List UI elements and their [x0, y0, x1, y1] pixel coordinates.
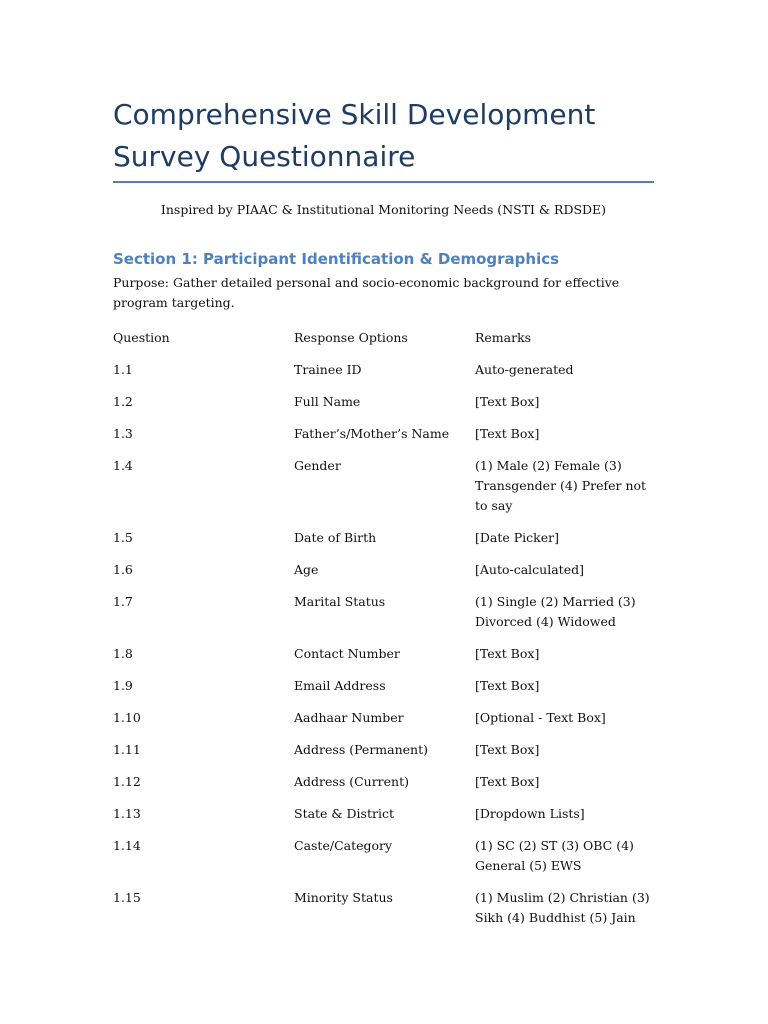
table-cell-question-number: 1.1 — [113, 362, 133, 377]
table-cell-question-number: 1.6 — [113, 562, 133, 577]
table-cell-remarks: [Text Box] — [475, 426, 540, 441]
table-cell-response-option: State & District — [294, 806, 394, 821]
table-cell-response-option: Email Address — [294, 678, 386, 693]
table-cell-response-option: Full Name — [294, 394, 361, 409]
table-cell-response-option: Gender — [294, 458, 341, 473]
column-header-remarks: Remarks — [475, 330, 532, 345]
table-cell-remarks: [Text Box] — [475, 394, 540, 409]
table-cell-question-number: 1.13 — [113, 806, 141, 821]
table-cell-question-number: 1.3 — [113, 426, 133, 441]
table-cell-question-number: 1.14 — [113, 838, 141, 853]
table-cell-response-option: Age — [294, 562, 319, 577]
table-row — [113, 888, 654, 928]
title-line-1: Comprehensive Skill Development — [113, 98, 596, 131]
table-cell-response-option: Caste/Category — [294, 838, 393, 853]
table-cell-remarks: [Text Box] — [475, 646, 540, 661]
table-cell-remarks: (1) Male (2) Female (3) Transgender (4) Prefer not to say — [475, 458, 647, 513]
table-cell-remarks: [Auto-calculated] — [475, 562, 584, 577]
table-cell-question-number: 1.2 — [113, 394, 133, 409]
table-row — [113, 772, 654, 792]
table-cell-remarks: Auto-generated — [475, 362, 574, 377]
table-row — [113, 676, 654, 696]
document-subtitle: Inspired by PIAAC & Institutional Monitoring Needs (NSTI & RDSDE) — [160, 202, 607, 217]
table-row — [113, 360, 654, 380]
table-cell-response-option: Trainee ID — [294, 362, 362, 377]
table-header-row — [113, 328, 654, 348]
table-row — [113, 424, 654, 444]
section-1-heading: Section 1: Participant Identification & Demographics — [113, 250, 560, 268]
table-row — [113, 560, 654, 580]
table-cell-question-number: 1.4 — [113, 458, 133, 473]
table-cell-response-option: Marital Status — [294, 594, 386, 609]
questions-table — [113, 328, 654, 928]
table-cell-question-number: 1.10 — [113, 710, 141, 725]
column-header-question: Question — [113, 330, 170, 345]
table-row — [113, 804, 654, 824]
table-row — [113, 456, 654, 516]
table-cell-question-number: 1.11 — [113, 742, 141, 757]
table-cell-question-number: 1.15 — [113, 890, 141, 905]
table-cell-response-option: Father’s/Mother’s Name — [294, 426, 450, 441]
table-row — [113, 528, 654, 548]
table-cell-remarks: [Date Picker] — [475, 530, 559, 545]
table-row — [113, 740, 654, 760]
document-title — [113, 94, 654, 178]
table-row — [113, 392, 654, 412]
table-cell-response-option: Address (Permanent) — [294, 742, 429, 757]
table-cell-remarks: (1) Single (2) Married (3) Divorced (4) Widowed — [475, 594, 636, 629]
section-1-purpose: Purpose: Gather detailed personal and socio-economic background for effective program targeting. — [113, 275, 620, 310]
table-cell-question-number: 1.12 — [113, 774, 141, 789]
table-cell-remarks: [Text Box] — [475, 678, 540, 693]
column-header-response-options: Response Options — [294, 330, 408, 345]
table-cell-response-option: Address (Current) — [294, 774, 409, 789]
title-line-2: Survey Questionnaire — [113, 140, 416, 173]
table-row — [113, 644, 654, 664]
table-row — [113, 592, 654, 632]
table-cell-response-option: Minority Status — [294, 890, 393, 905]
table-cell-remarks: [Text Box] — [475, 774, 540, 789]
table-cell-remarks: (1) SC (2) ST (3) OBC (4) General (5) EWS — [475, 838, 634, 873]
table-body — [113, 360, 654, 928]
table-row — [113, 836, 654, 876]
table-cell-question-number: 1.7 — [113, 594, 133, 609]
table-row — [113, 708, 654, 728]
table-cell-response-option: Contact Number — [294, 646, 400, 661]
table-cell-question-number: 1.9 — [113, 678, 133, 693]
table-cell-remarks: [Dropdown Lists] — [475, 806, 585, 821]
table-cell-remarks: [Text Box] — [475, 742, 540, 757]
table-cell-question-number: 1.8 — [113, 646, 133, 661]
table-cell-response-option: Date of Birth — [294, 530, 377, 545]
table-cell-remarks: (1) Muslim (2) Christian (3) Sikh (4) Buddhist (5) Jain — [475, 890, 650, 925]
table-cell-remarks: [Optional - Text Box] — [475, 710, 606, 725]
table-cell-question-number: 1.5 — [113, 530, 133, 545]
title-underline — [113, 181, 654, 183]
table-cell-response-option: Aadhaar Number — [294, 710, 404, 725]
